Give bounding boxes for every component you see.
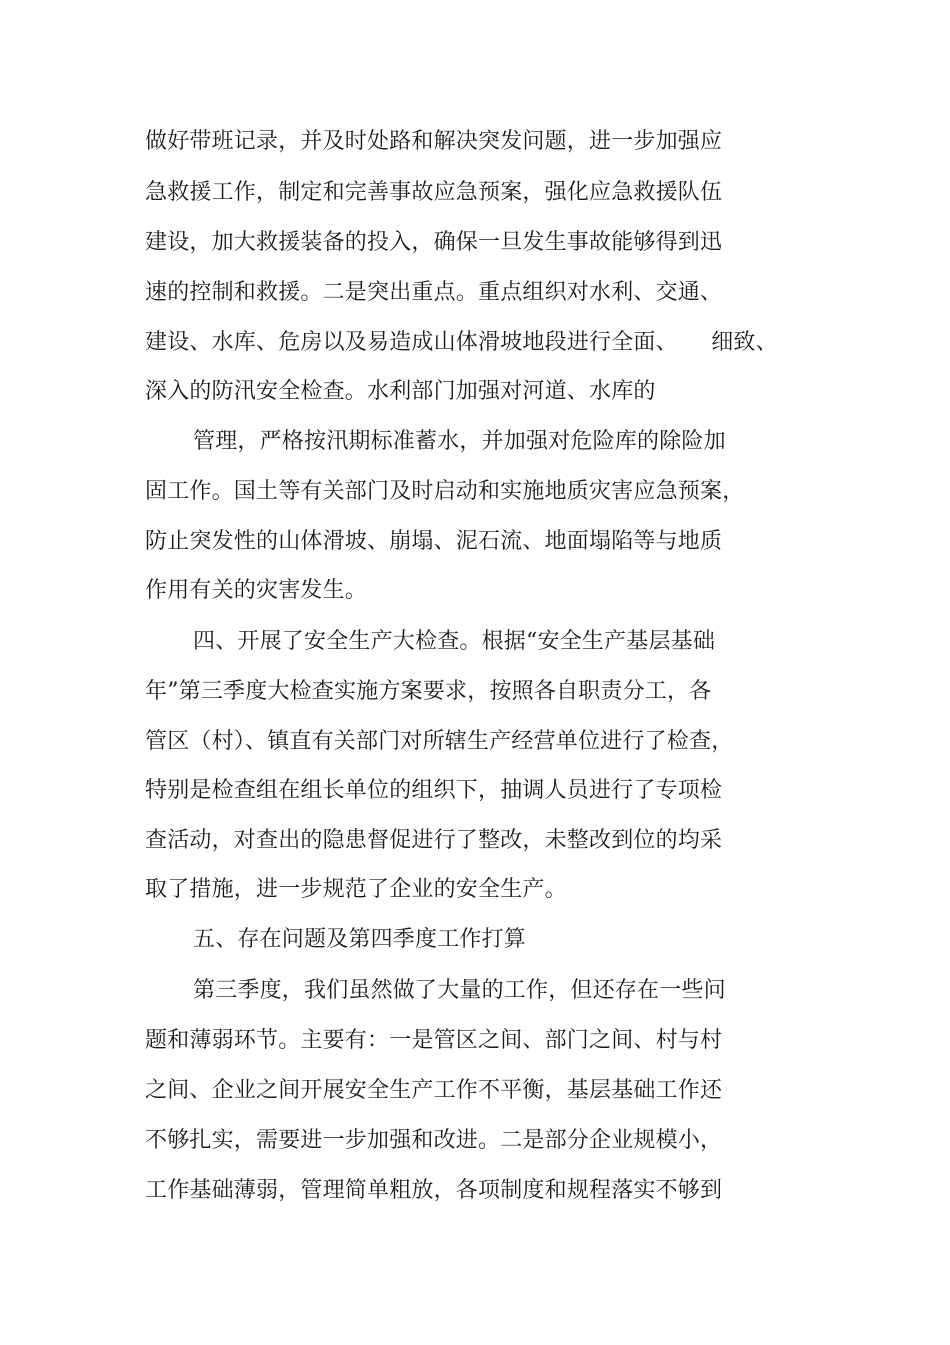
text-line: 管区（村）、镇直有关部门对所辖生产经营单位进行了检查， bbox=[145, 729, 734, 754]
paragraph-start-line: 管理，严格按汛期标准蓄水，并加强对危险库的除险加 bbox=[193, 429, 726, 454]
text-line: 速的控制和救援。二是突出重点。重点组织对水利、交通、 bbox=[145, 280, 723, 305]
text-line: 工作基础薄弱，管理简单粗放，各项制度和规程落实不够到 bbox=[145, 1178, 723, 1203]
text-line: 之间、企业之间开展安全生产工作不平衡，基层基础工作还 bbox=[145, 1078, 723, 1103]
text-line: 固工作。国土等有关部门及时启动和实施地质灾害应急预案， bbox=[145, 479, 745, 504]
text-line: 急救援工作，制定和完善事故应急预案，强化应急救援队伍 bbox=[145, 180, 723, 205]
section-heading: 五、存在问题及第四季度工作打算 bbox=[193, 927, 527, 952]
paragraph-start-line: 四、开展了安全生产大检查。根据“安全生产基层基础 bbox=[193, 629, 716, 654]
text-line: 深入的防汛安全检查。水利部门加强对河道、水库的 bbox=[145, 379, 656, 404]
text-line: 建设，加大救援装备的投入，确保一旦发生事故能够得到迅 bbox=[145, 230, 723, 255]
text-line: 作用有关的灾害发生。 bbox=[145, 578, 368, 603]
text-line: 不够扎实，需要进一步加强和改进。二是部分企业规模小， bbox=[145, 1128, 723, 1153]
text-line: 防止突发性的山体滑坡、崩塌、泥石流、地面塌陷等与地质 bbox=[145, 529, 723, 554]
text-line: 查活动，对查出的隐患督促进行了整改，未整改到位的均采 bbox=[145, 828, 723, 853]
text-line: 取了措施，进一步规范了企业的安全生产。 bbox=[145, 877, 567, 902]
text-line: 题和薄弱环节。主要有：一是管区之间、部门之间、村与村 bbox=[145, 1028, 723, 1053]
paragraph-start-line: 第三季度，我们虽然做了大量的工作，但还存在一些问 bbox=[193, 978, 726, 1003]
text-line: 建设、水库、危房以及易造成山体滑坡地段进行全面、 细致、 bbox=[145, 330, 778, 355]
text-line: 特别是检查组在组长单位的组织下，抽调人员进行了专项检 bbox=[145, 778, 723, 803]
text-line: 年”第三季度大检查实施方案要求，按照各自职责分工，各 bbox=[145, 679, 712, 704]
text-line: 做好带班记录，并及时处路和解决突发问题，进一步加强应 bbox=[145, 129, 723, 154]
